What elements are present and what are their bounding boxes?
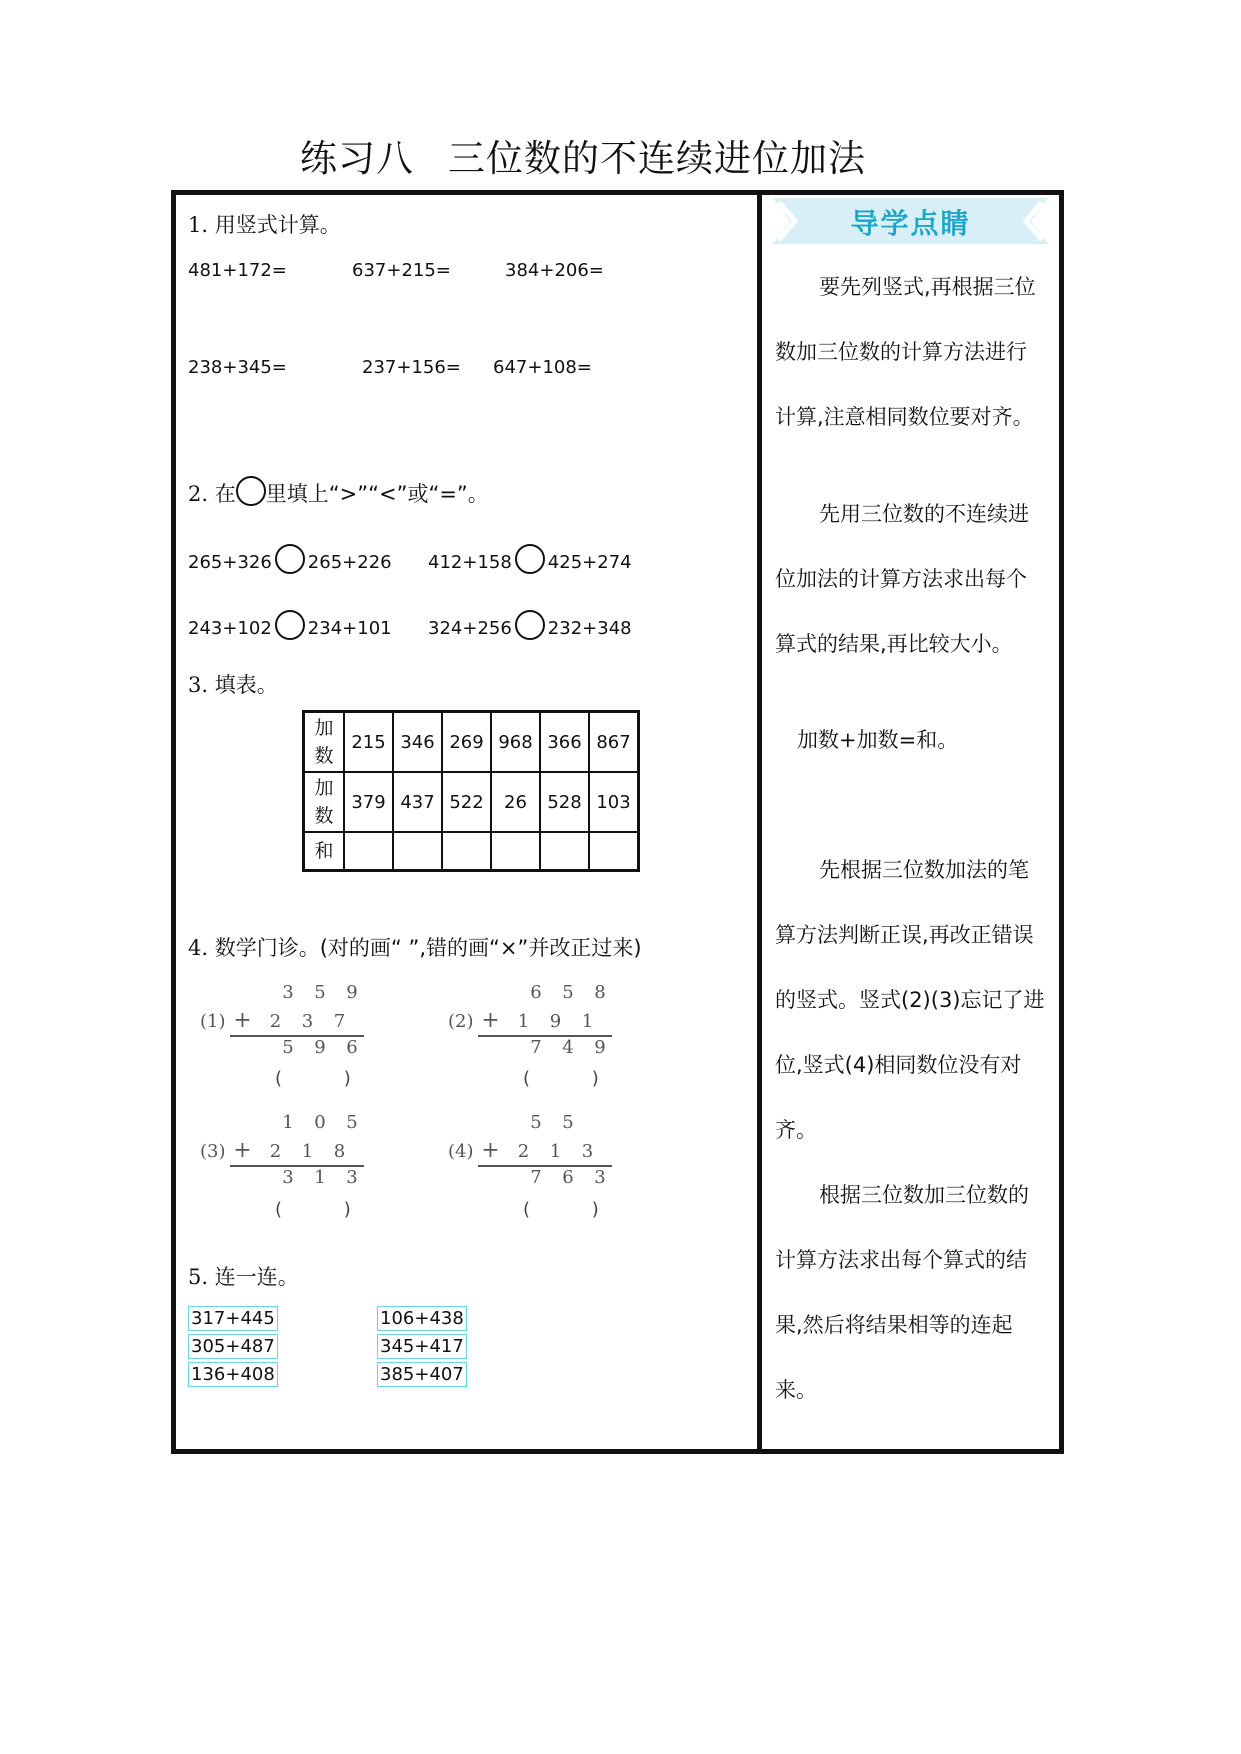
sum-cell[interactable]	[393, 832, 442, 871]
q2-row-1b: 412+158 425+274	[428, 548, 632, 578]
guide-p3: 加数+加数=和。	[797, 728, 959, 752]
guide-p2: 先用三位数的不连续进 位加法的计算方法求出每个 算式的结果,再比较大小。	[775, 502, 1029, 656]
sum-cell[interactable]	[491, 832, 540, 871]
q1-expr-2: 637+215=	[352, 260, 451, 281]
table-cell: 366	[540, 712, 589, 773]
table-cell: 269	[442, 712, 491, 773]
sum-cell[interactable]	[344, 832, 393, 871]
q1-heading: 1. 用竖式计算。	[188, 213, 341, 237]
match-item-right[interactable]: 345+417	[377, 1334, 467, 1359]
circle-icon	[236, 476, 266, 506]
answer-circle[interactable]	[515, 610, 545, 640]
match-item-right[interactable]: 106+438	[377, 1306, 467, 1331]
answer-circle[interactable]	[515, 544, 545, 574]
table-cell: 968	[491, 712, 540, 773]
table-cell: 437	[393, 772, 442, 832]
fill-table	[302, 710, 640, 872]
q1-expr-6: 647+108=	[493, 357, 592, 378]
table-cell: 26	[491, 772, 540, 832]
q1-expr-1: 481+172=	[188, 260, 287, 281]
match-item-left[interactable]: 305+487	[188, 1334, 278, 1359]
table-row-sum	[304, 832, 639, 871]
row-label: 加 数	[304, 772, 345, 832]
q1-expr-3: 384+206=	[505, 260, 604, 281]
table-cell: 522	[442, 772, 491, 832]
table-row-addend2	[304, 772, 639, 832]
q2-heading: 2. 在 里填上“>”“<”或“=”。	[188, 478, 489, 510]
q5-left-column	[188, 1306, 278, 1387]
table-cell: 346	[393, 712, 442, 773]
vertical-problem-4: 5 5 (4) + 2 1 3 7 6 3	[448, 1112, 618, 1232]
table-cell: 103	[589, 772, 639, 832]
guide-banner	[773, 198, 1048, 244]
q3-heading: 3. 填表。	[188, 673, 278, 697]
match-item-left[interactable]: 317+445	[188, 1306, 278, 1331]
guide-p5: 根据三位数加三位数的 计算方法求出每个算式的结 果,然后将结果相等的连起 来。	[775, 1183, 1029, 1402]
answer-paren-4[interactable]: ( )	[523, 1199, 627, 1220]
sum-cell[interactable]	[589, 832, 639, 871]
q1-expr-5: 237+156=	[362, 357, 461, 378]
q4-heading: 4. 数学门诊。(对的画“ ”,错的画“×”并改正过来)	[188, 936, 642, 960]
table-row-addend1	[304, 712, 639, 773]
q2-row-1: 265+326 265+226	[188, 548, 392, 578]
sum-cell[interactable]	[540, 832, 589, 871]
q2-row-2b: 324+256 232+348	[428, 614, 632, 644]
match-item-left[interactable]: 136+408	[188, 1362, 278, 1387]
answer-paren-2[interactable]: ( )	[523, 1068, 627, 1089]
vertical-problem-2: 6 5 8 (2) + 1 9 1 7 4 9	[448, 982, 618, 1102]
answer-circle[interactable]	[275, 610, 305, 640]
match-item-right[interactable]: 385+407	[377, 1362, 467, 1387]
fill-table-wrap	[302, 710, 640, 872]
q2-row-2: 243+102 234+101	[188, 614, 392, 644]
table-cell: 867	[589, 712, 639, 773]
guide-p1: 要先列竖式,再根据三位 数加三位数的计算方法进行 计算,注意相同数位要对齐。	[775, 275, 1036, 429]
row-label: 加 数	[304, 712, 345, 773]
answer-paren-3[interactable]: ( )	[275, 1199, 379, 1220]
vertical-problem-3: 1 0 5 (3) + 2 1 8 3 1 3	[200, 1112, 370, 1232]
page-title: 练习八 三位数的不连续进位加法	[300, 137, 866, 180]
table-cell: 528	[540, 772, 589, 832]
answer-circle[interactable]	[275, 544, 305, 574]
q5-right-column	[377, 1306, 467, 1387]
table-cell: 215	[344, 712, 393, 773]
vertical-problem-1: 3 5 9 (1) + 2 3 7 5 9 6	[200, 982, 370, 1102]
answer-paren-1[interactable]: ( )	[275, 1068, 379, 1089]
sum-cell[interactable]	[442, 832, 491, 871]
row-label: 和	[304, 832, 345, 871]
column-divider	[757, 190, 762, 1454]
guide-heading: 导学点睛	[850, 207, 971, 240]
q5-heading: 5. 连一连。	[188, 1265, 299, 1289]
q1-expr-4: 238+345=	[188, 357, 287, 378]
table-cell: 379	[344, 772, 393, 832]
guide-p4: 先根据三位数加法的笔 算方法判断正误,再改正错误 的竖式。竖式(2)(3)忘记了进 位,竖式(4)相同数位没有对 齐。	[775, 858, 1045, 1142]
